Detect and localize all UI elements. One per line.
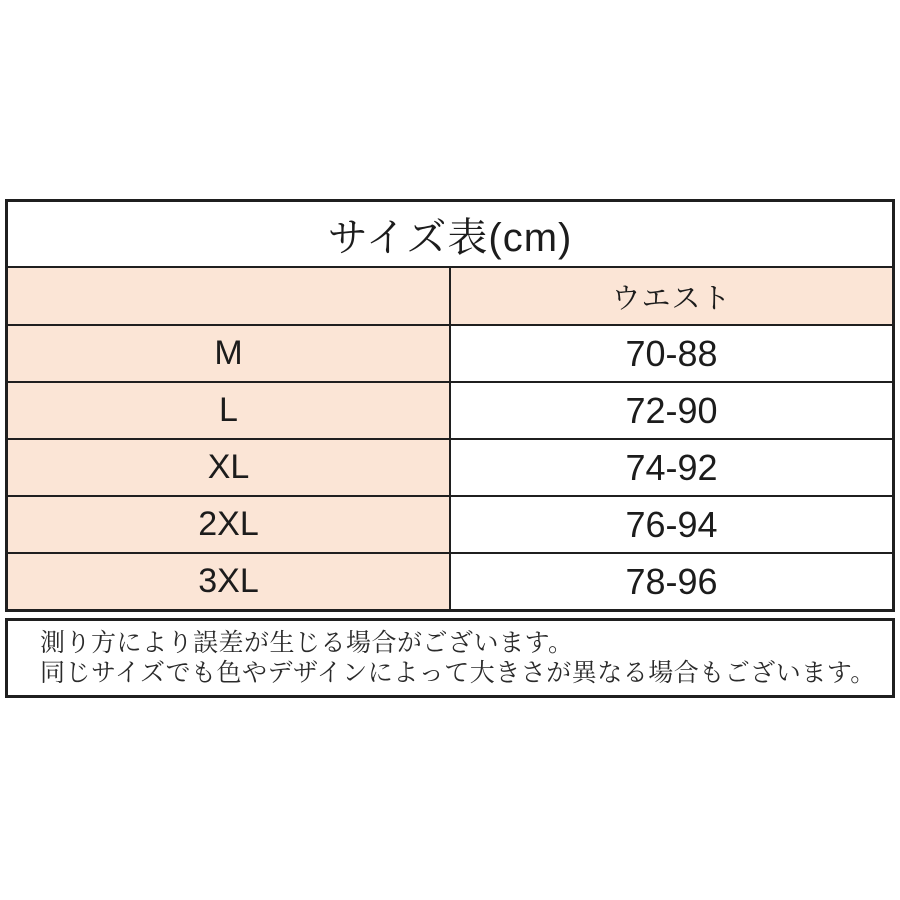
table-title: サイズ表(cm): [327, 215, 573, 260]
waist-value: 70-88: [451, 326, 892, 381]
waist-value: 72-90: [451, 383, 892, 438]
waist-value: 76-94: [451, 497, 892, 552]
table-header-row: [8, 266, 892, 324]
size-label: 2XL: [8, 497, 451, 552]
table-row-2xl: [8, 495, 892, 552]
size-label: L: [8, 383, 451, 438]
disclaimer-line-1: 測り方により誤差が生じる場合がございます。: [40, 629, 574, 657]
size-label: 3XL: [8, 554, 451, 609]
waist-value: 78-96: [451, 554, 892, 609]
header-waist-cell: ウエスト: [451, 268, 892, 324]
size-label: XL: [8, 440, 451, 495]
size-label: M: [8, 326, 451, 381]
table-row-m: [8, 324, 892, 381]
table-title-row: [8, 202, 892, 266]
header-size-cell: [8, 268, 451, 324]
table-row-xl: [8, 438, 892, 495]
waist-value: 74-92: [451, 440, 892, 495]
size-table: [5, 199, 895, 612]
disclaimer-box: [5, 618, 895, 698]
table-row-l: [8, 381, 892, 438]
table-row-3xl: [8, 552, 892, 609]
disclaimer-line-2: 同じサイズでも色やデザインによって大きさが異なる場合もございます。: [40, 659, 876, 687]
